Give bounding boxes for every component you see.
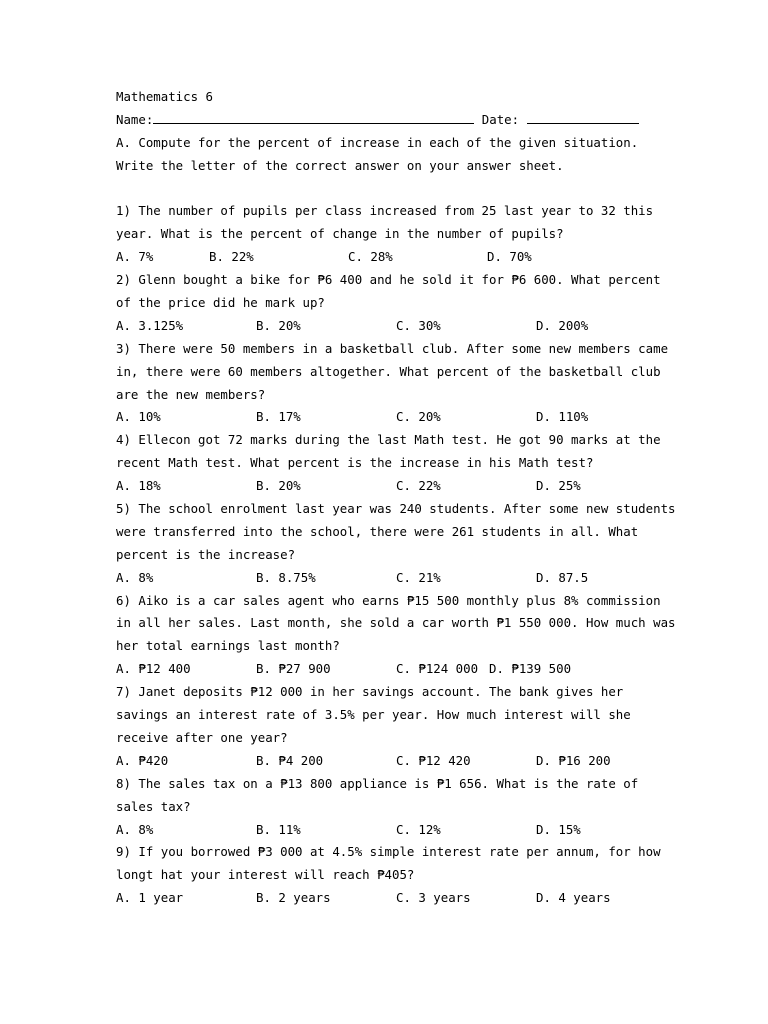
choice-d[interactable]: D. 110% <box>536 409 589 425</box>
question-text: are the new members? <box>116 386 266 402</box>
choice-c[interactable]: C. 12% <box>396 821 441 837</box>
answer-choices <box>116 658 756 681</box>
choice-d[interactable]: D. 87.5 <box>536 569 589 585</box>
name-label: Name: <box>116 111 154 127</box>
choice-b[interactable]: B. 20% <box>256 478 301 494</box>
choice-c[interactable]: C. 22% <box>396 478 441 494</box>
question-1 <box>116 200 756 269</box>
question-text: 8) The sales tax on a ₱13 800 appliance is ₱1 656. What is the rate of <box>116 775 639 791</box>
instructions-line-1: A. Compute for the percent of increase in each of the given situation. <box>116 134 639 150</box>
name-date-line <box>116 109 756 132</box>
choice-c[interactable]: C. 3 years <box>396 890 471 906</box>
question-text: year. What is the percent of change in the number of pupils? <box>116 226 564 242</box>
question-text: in, there were 60 members altogether. What percent of the basketball club <box>116 363 661 379</box>
question-text: receive after one year? <box>116 729 288 745</box>
choice-c[interactable]: C. ₱124 000 <box>396 661 479 677</box>
choice-b[interactable]: B. ₱27 900 <box>256 661 331 677</box>
question-text: 5) The school enrolment last year was 240 students. After some new students <box>116 501 676 517</box>
choice-a[interactable]: A. 3.125% <box>116 317 184 333</box>
question-text: 2) Glenn bought a bike for ₱6 400 and he sold it for ₱6 600. What percent <box>116 272 661 288</box>
question-text: 6) Aiko is a car sales agent who earns ₱15 500 monthly plus 8% commission <box>116 592 661 608</box>
question-text: 1) The number of pupils per class increased from 25 last year to 32 this <box>116 203 654 219</box>
choice-a[interactable]: A. 7% <box>116 249 154 265</box>
choice-d[interactable]: D. ₱16 200 <box>536 752 611 768</box>
choice-b[interactable]: B. 8.75% <box>256 569 316 585</box>
choice-b[interactable]: B. ₱4 200 <box>256 752 324 768</box>
spacer <box>116 178 756 201</box>
answer-choices <box>116 406 756 429</box>
choice-d[interactable]: D. 25% <box>536 478 581 494</box>
choice-c[interactable]: C. 30% <box>396 317 441 333</box>
choice-b[interactable]: B. 2 years <box>256 890 331 906</box>
choice-b[interactable]: B. 20% <box>256 317 301 333</box>
question-9 <box>116 841 756 910</box>
choice-c[interactable]: C. ₱12 420 <box>396 752 471 768</box>
question-7 <box>116 681 756 773</box>
answer-choices <box>116 315 756 338</box>
date-blank[interactable] <box>527 112 639 124</box>
question-5 <box>116 498 756 590</box>
worksheet <box>116 86 756 910</box>
choice-a[interactable]: A. 10% <box>116 409 161 425</box>
question-text: sales tax? <box>116 798 191 814</box>
question-text: 4) Ellecon got 72 marks during the last Math test. He got 90 marks at the <box>116 432 661 448</box>
question-2 <box>116 269 756 338</box>
choice-b[interactable]: B. 22% <box>209 249 254 265</box>
choice-a[interactable]: A. ₱420 <box>116 752 169 768</box>
name-blank[interactable] <box>153 112 474 124</box>
choice-d[interactable]: D. 70% <box>487 249 532 265</box>
choice-d[interactable]: D. 15% <box>536 821 581 837</box>
question-4 <box>116 429 756 498</box>
choice-d[interactable]: D. ₱139 500 <box>489 661 572 677</box>
date-label: Date: <box>481 111 520 127</box>
choice-b[interactable]: B. 11% <box>256 821 301 837</box>
worksheet-title: Mathematics 6 <box>116 89 213 104</box>
question-text: percent is the increase? <box>116 546 296 562</box>
question-3 <box>116 338 756 430</box>
question-text: 3) There were 50 members in a basketball club. After some new members came <box>116 340 669 356</box>
answer-choices <box>116 887 756 910</box>
question-6 <box>116 590 756 682</box>
choice-c[interactable]: C. 28% <box>348 249 393 265</box>
choice-a[interactable]: A. 8% <box>116 569 154 585</box>
answer-choices <box>116 750 756 773</box>
choice-a[interactable]: A. ₱12 400 <box>116 661 191 677</box>
question-text: savings an interest rate of 3.5% per year. How much interest will she <box>116 707 631 723</box>
question-8 <box>116 773 756 842</box>
question-text: were transferred into the school, there were 261 students in all. What <box>116 523 639 539</box>
choice-a[interactable]: A. 8% <box>116 821 154 837</box>
question-text: longt hat your interest will reach ₱405? <box>116 867 415 883</box>
choice-a[interactable]: A. 1 year <box>116 890 184 906</box>
choice-c[interactable]: C. 20% <box>396 409 441 425</box>
question-text: 9) If you borrowed ₱3 000 at 4.5% simple interest rate per annum, for how <box>116 844 661 860</box>
question-text: her total earnings last month? <box>116 638 340 654</box>
question-text: recent Math test. What percent is the increase in his Math test? <box>116 455 594 471</box>
choice-d[interactable]: D. 4 years <box>536 890 611 906</box>
question-text: 7) Janet deposits ₱12 000 in her savings account. The bank gives her <box>116 684 624 700</box>
answer-choices <box>116 475 756 498</box>
question-text: in all her sales. Last month, she sold a car worth ₱1 550 000. How much was <box>116 615 676 631</box>
question-text: of the price did he mark up? <box>116 295 325 311</box>
answer-choices <box>116 246 756 269</box>
choice-c[interactable]: C. 21% <box>396 569 441 585</box>
answer-choices <box>116 567 756 590</box>
choice-a[interactable]: A. 18% <box>116 478 161 494</box>
choice-d[interactable]: D. 200% <box>536 317 589 333</box>
answer-choices <box>116 819 756 842</box>
instructions-line-2: Write the letter of the correct answer on your answer sheet. <box>116 157 564 173</box>
choice-b[interactable]: B. 17% <box>256 409 301 425</box>
